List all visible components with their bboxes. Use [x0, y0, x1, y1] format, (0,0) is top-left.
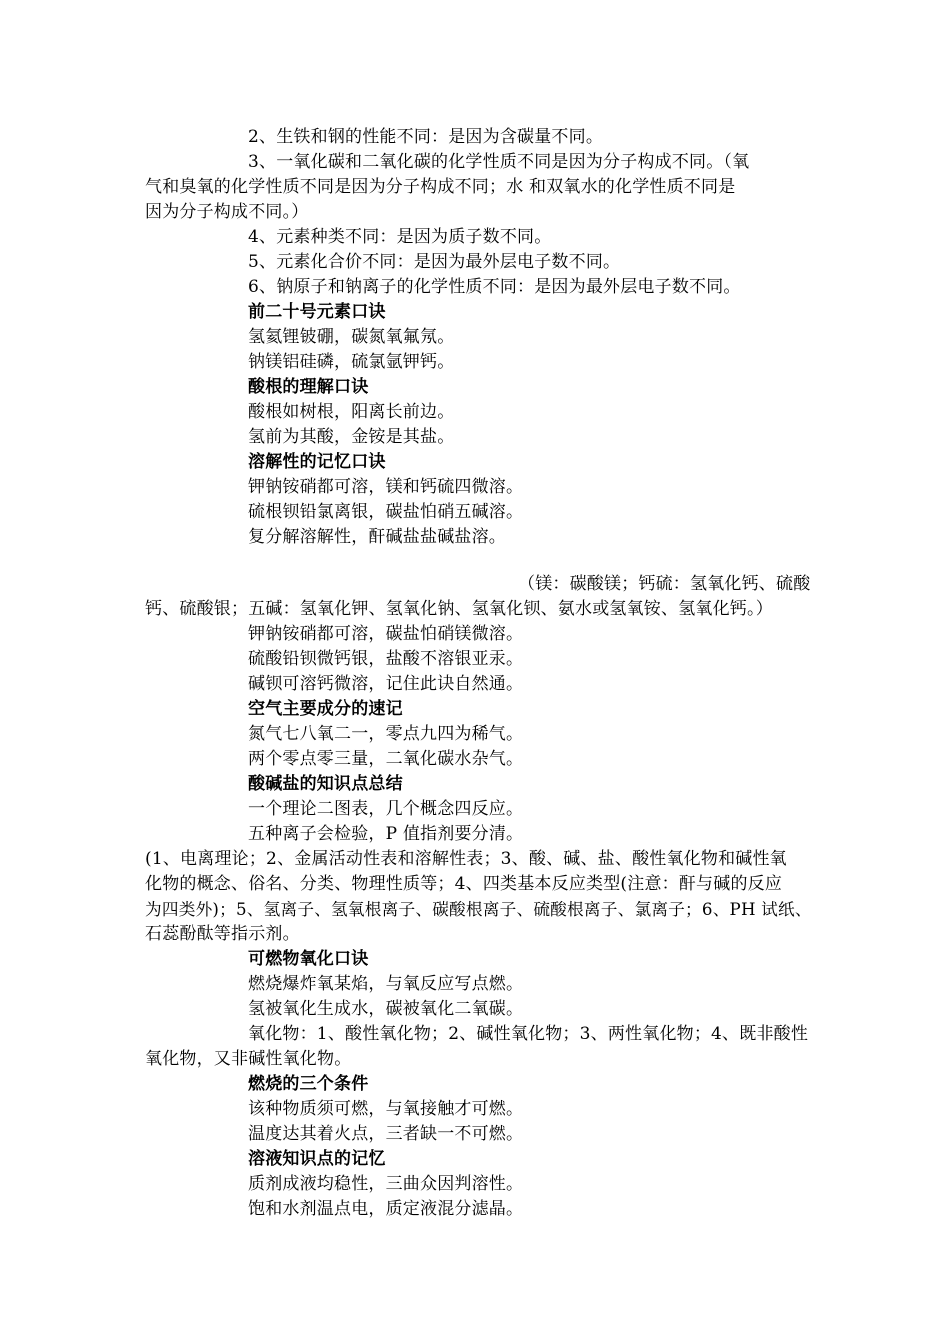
text-line: 钠镁铝硅磷，硫氯氩钾钙。: [248, 352, 455, 372]
text-line: 氮气七八氧二一，零点九四为稀气。: [248, 724, 524, 744]
text-line: 氢前为其酸，金铵是其盐。: [248, 427, 455, 447]
text-line: 钾钠铵硝都可溶，镁和钙硫四微溶。: [248, 477, 524, 497]
text-line: 5、元素化合价不同：是因为最外层电子数不同。: [248, 252, 621, 272]
section-heading: 溶解性的记忆口诀: [248, 452, 386, 472]
text-line: 6、钠原子和钠离子的化学性质不同：是因为最外层电子数不同。: [248, 277, 741, 297]
text-line: 2、生铁和钢的性能不同：是因为含碳量不同。: [248, 127, 604, 147]
text-line: 氢氦锂铍硼，碳氮氧氟氖。: [248, 327, 455, 347]
text-line: 五种离子会检验，P 值指剂要分清。: [248, 824, 524, 844]
text-line: 氧化物，又非碱性氧化物。: [145, 1049, 352, 1069]
text-line: 氢被氧化生成水，碳被氧化二氧碳。: [248, 999, 524, 1019]
text-line: 燃烧爆炸氧某焰，与氧反应写点燃。: [248, 974, 524, 994]
text-line: 温度达其着火点，三者缺一不可燃。: [248, 1124, 524, 1144]
section-heading: 溶液知识点的记忆: [248, 1149, 386, 1169]
text-line: 质剂成液均稳性，三曲众因判溶性。: [248, 1174, 524, 1194]
text-line: 该种物质须可燃，与氧接触才可燃。: [248, 1099, 524, 1119]
text-line: 因为分子构成不同。）: [145, 202, 309, 222]
section-heading: 可燃物氧化口诀: [248, 949, 369, 969]
section-heading: 空气主要成分的速记: [248, 699, 403, 719]
text-line: 硫酸铅钡微钙银，盐酸不溶银亚汞。: [248, 649, 524, 669]
text-line: 碱钡可溶钙微溶，记住此诀自然通。: [248, 674, 524, 694]
section-heading: 前二十号元素口诀: [248, 302, 386, 322]
text-line: 4、元素种类不同：是因为质子数不同。: [248, 227, 552, 247]
text-line: 硫根钡铅氯离银，碳盐怕硝五碱溶。: [248, 502, 524, 522]
text-line: （镁：碳酸镁；钙硫：氢氧化钙、硫酸: [518, 574, 811, 594]
text-line: 化物的概念、俗名、分类、物理性质等；4、四类基本反应类型(注意：酐与碱的反应: [145, 874, 783, 894]
text-line: 气和臭氧的化学性质不同是因为分子构成不同；水 和双氧水的化学性质不同是: [145, 177, 736, 197]
text-line: 为四类外)；5、氢离子、氢氧根离子、碳酸根离子、硫酸根离子、氯离子；6、PH 试纸、: [145, 900, 812, 919]
text-line: 饱和水剂温点电，质定液混分滤晶。: [248, 1199, 524, 1219]
text-line: 钙、硫酸银；五碱：氢氧化钾、氢氧化钠、氢氧化钡、氨水或氢氧铵、氢氧化钙。）: [145, 599, 773, 619]
section-heading: 酸碱盐的知识点总结: [248, 774, 403, 794]
text-line: 石蕊酚酞等指示剂。: [145, 924, 300, 944]
text-line: 钾钠铵硝都可溶，碳盐怕硝镁微溶。: [248, 624, 524, 644]
text-line: 3、一氧化碳和二氧化碳的化学性质不同是因为分子构成不同。（氧: [248, 152, 750, 172]
text-line: 酸根如树根，阳离长前边。: [248, 402, 455, 422]
text-line: 氧化物：1、酸性氧化物；2、碱性氧化物；3、两性氧化物；4、既非酸性: [248, 1024, 809, 1044]
section-heading: 酸根的理解口诀: [248, 377, 369, 397]
section-heading: 燃烧的三个条件: [248, 1074, 369, 1094]
text-line: 两个零点零三量，二氧化碳水杂气。: [248, 749, 524, 769]
text-line: 复分解溶解性，酐碱盐盐碱盐溶。: [248, 527, 506, 547]
text-line: (1、电离理论；2、金属活动性表和溶解性表；3、酸、碱、盐、酸性氧化物和碱性氧: [145, 849, 787, 869]
text-line: 一个理论二图表，几个概念四反应。: [248, 799, 524, 819]
